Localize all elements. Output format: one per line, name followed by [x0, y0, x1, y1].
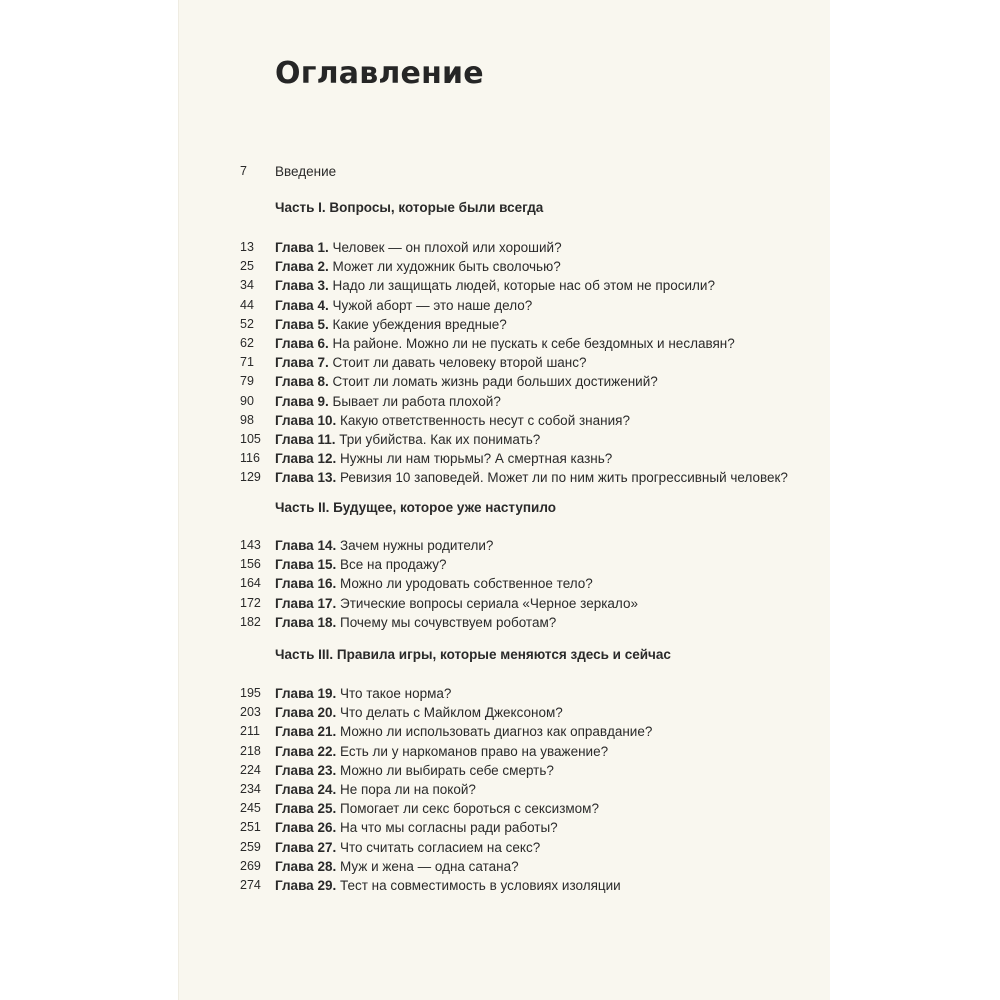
chapter-label: Глава 7.	[275, 355, 329, 371]
page-title: Оглавление	[275, 56, 484, 91]
chapter-title: Надо ли защищать людей, которые нас об этом не просили?	[332, 278, 715, 294]
entry-title	[275, 394, 501, 409]
entry-title	[275, 259, 561, 274]
entry-title	[275, 615, 556, 630]
page-number: 25	[240, 259, 254, 274]
chapter-title: Чужой аборт — это наше дело?	[332, 297, 533, 313]
toc-chapter-entry	[240, 432, 820, 451]
entry-title	[275, 451, 612, 466]
toc-chapter-entry	[240, 557, 820, 576]
toc-chapter-entry	[240, 724, 820, 743]
chapter-label: Глава 29.	[275, 878, 337, 893]
chapter-title: Муж и жена — одна сатана?	[339, 858, 519, 874]
page-number: 143	[240, 538, 261, 552]
toc-chapter-entry	[240, 394, 820, 413]
page-number: 62	[240, 336, 254, 350]
entry-title	[275, 820, 558, 835]
entry-title	[275, 782, 476, 797]
page-number: 269	[240, 858, 261, 873]
chapter-label: Глава 18.	[275, 614, 337, 630]
entry-title	[275, 724, 652, 739]
toc-chapter-entry	[240, 744, 820, 763]
entry-title	[275, 859, 519, 874]
page-number: 203	[240, 705, 261, 720]
chapter-label: Глава 13.	[275, 470, 337, 486]
chapter-title: Зачем нужны родители?	[339, 538, 494, 553]
toc-chapter-entry	[240, 538, 820, 557]
chapter-label: Глава 23.	[275, 762, 337, 778]
page-number: 34	[240, 278, 254, 293]
page-number: 195	[240, 686, 261, 700]
entry-title	[275, 432, 540, 447]
page-number: 274	[240, 878, 261, 892]
chapter-label: Глава 5.	[275, 316, 329, 332]
entry-title	[275, 336, 735, 351]
chapter-label: Глава 14.	[275, 538, 337, 553]
page-number: 224	[240, 762, 261, 777]
toc-chapter-entry	[240, 763, 820, 782]
chapter-title: Есть ли у наркоманов право на уважение?	[339, 743, 609, 759]
chapter-title: Что считать согласием на секс?	[339, 839, 541, 855]
toc-chapter-entry	[240, 317, 820, 336]
chapter-title: Что делать с Майклом Джексоном?	[339, 705, 563, 721]
chapter-label: Глава 11.	[275, 432, 336, 447]
chapter-title: Стоит ли давать человеку второй шанс?	[332, 355, 587, 371]
entry-title: Введение	[275, 164, 337, 179]
entry-title	[275, 317, 507, 332]
chapter-label: Глава 4.	[275, 297, 329, 313]
chapter-label: Глава 2.	[275, 259, 329, 275]
chapter-label: Глава 16.	[275, 576, 337, 592]
entry-title	[275, 596, 638, 611]
chapter-label: Глава 3.	[275, 278, 329, 294]
part-heading: Часть I. Вопросы, которые были всегда	[275, 200, 544, 215]
entry-title	[275, 686, 451, 701]
toc-chapter-entry	[240, 820, 820, 839]
page-number: 245	[240, 801, 261, 816]
toc-chapter-entry	[240, 686, 820, 705]
chapter-label: Глава 12.	[275, 451, 337, 467]
chapter-title: На районе. Можно ли не пускать к себе бездомных и неславян?	[332, 336, 735, 351]
toc-chapter-entry	[240, 374, 820, 393]
chapter-label: Глава 1.	[275, 240, 329, 255]
chapter-title: Три убийства. Как их понимать?	[339, 432, 541, 447]
page-number: 234	[240, 782, 261, 796]
toc-chapter-entry	[240, 336, 820, 355]
page-number: 259	[240, 839, 261, 854]
chapter-label: Глава 17.	[275, 595, 337, 611]
toc-chapter-entry	[240, 840, 820, 859]
chapter-title: Какую ответственность несут с собой знания?	[339, 412, 630, 428]
toc-chapter-entry	[240, 278, 820, 297]
entry-title	[275, 374, 658, 389]
entry-title	[275, 538, 493, 553]
chapter-label: Глава 9.	[275, 393, 329, 409]
chapter-label: Глава 10.	[275, 412, 337, 428]
entry-title	[275, 355, 587, 370]
toc-chapter-entry	[240, 615, 820, 634]
toc-chapter-entry	[240, 451, 820, 470]
chapter-label: Глава 20.	[275, 705, 337, 721]
chapter-title: Какие убеждения вредные?	[332, 316, 507, 332]
chapter-title: Не пора ли на покой?	[339, 782, 476, 797]
chapter-label: Глава 22.	[275, 743, 337, 759]
page-number: 129	[240, 470, 261, 485]
page-number: 116	[240, 451, 260, 466]
chapter-title: Почему мы сочувствуем роботам?	[339, 614, 557, 630]
part-heading: Часть III. Правила игры, которые меняются здесь и сейчас	[275, 647, 671, 662]
chapter-label: Глава 21.	[275, 724, 337, 740]
chapter-title: Может ли художник быть сволочью?	[332, 259, 561, 275]
chapter-label: Глава 25.	[275, 801, 337, 817]
page-number: 98	[240, 412, 254, 427]
page-number: 13	[240, 240, 254, 254]
chapter-title: Тест на совместимость в условиях изоляции	[339, 878, 621, 893]
toc-chapter-entry	[240, 240, 820, 259]
chapter-title: Можно ли использовать диагноз как оправдание?	[339, 724, 653, 740]
toc-chapter-entry	[240, 413, 820, 432]
part-heading: Часть II. Будущее, которое уже наступило	[275, 500, 556, 515]
chapter-title: Человек — он плохой или хороший?	[332, 240, 562, 255]
entry-title	[275, 576, 593, 591]
entry-title	[275, 878, 621, 893]
chapter-label: Глава 8.	[275, 374, 329, 390]
chapter-title: Этические вопросы сериала «Черное зеркало»	[339, 595, 638, 611]
toc-chapter-entry	[240, 596, 820, 615]
entry-title	[275, 744, 608, 759]
toc-chapter-entry	[240, 878, 820, 897]
chapter-label: Глава 24.	[275, 782, 337, 797]
chapter-title: Можно ли уродовать собственное тело?	[339, 576, 593, 592]
chapter-title: Бывает ли работа плохой?	[332, 393, 501, 409]
page-number: 172	[240, 595, 261, 610]
chapter-label: Глава 19.	[275, 686, 337, 701]
entry-title	[275, 763, 554, 778]
page-number: 90	[240, 393, 254, 408]
toc-intro-entry	[240, 164, 820, 183]
page-number: 182	[240, 614, 261, 629]
entry-title	[275, 298, 532, 313]
toc-chapter-entry	[240, 470, 820, 489]
page-number: 79	[240, 374, 254, 389]
entry-title	[275, 840, 540, 855]
chapter-label: Глава 28.	[275, 858, 337, 874]
page-number: 52	[240, 316, 254, 331]
chapter-title: Помогает ли секс бороться с сексизмом?	[339, 801, 599, 817]
toc-chapter-entry	[240, 859, 820, 878]
entry-title	[275, 240, 562, 255]
toc-chapter-entry	[240, 576, 820, 595]
toc-chapter-entry	[240, 259, 820, 278]
toc-chapter-entry	[240, 355, 820, 374]
chapter-title: Стоит ли ломать жизнь ради больших достижений?	[332, 374, 658, 390]
toc-chapter-entry	[240, 801, 820, 820]
chapter-label: Глава 15.	[275, 557, 337, 573]
page-number: 218	[240, 743, 261, 758]
toc-chapter-entry	[240, 705, 820, 724]
chapter-title: Что такое норма?	[339, 686, 452, 701]
chapter-title: Ревизия 10 заповедей. Может ли по ним жить прогрессивный человек?	[339, 470, 788, 486]
chapter-label: Глава 26.	[275, 820, 337, 836]
entry-title	[275, 705, 563, 720]
chapter-title: Все на продажу?	[339, 557, 447, 573]
chapter-title: Можно ли выбирать себе смерть?	[339, 762, 554, 778]
page-number: 71	[240, 355, 254, 370]
entry-title	[275, 470, 788, 485]
entry-title	[275, 278, 715, 293]
chapter-label: Глава 6.	[275, 336, 329, 351]
entry-title	[275, 413, 630, 428]
entry-title	[275, 801, 599, 816]
toc-chapter-entry	[240, 298, 820, 317]
chapter-title: Нужны ли нам тюрьмы? А смертная казнь?	[339, 451, 613, 467]
toc-chapter-entry	[240, 782, 820, 801]
page-number: 105	[240, 432, 261, 446]
chapter-label: Глава 27.	[275, 839, 337, 855]
entry-title	[275, 557, 447, 572]
page-number: 7	[240, 164, 247, 178]
chapter-title: На что мы согласны ради работы?	[339, 820, 558, 836]
page-number: 44	[240, 297, 254, 312]
page-number: 211	[240, 724, 260, 739]
page-number: 251	[240, 820, 261, 835]
page-number: 156	[240, 557, 261, 572]
page-number: 164	[240, 576, 261, 591]
